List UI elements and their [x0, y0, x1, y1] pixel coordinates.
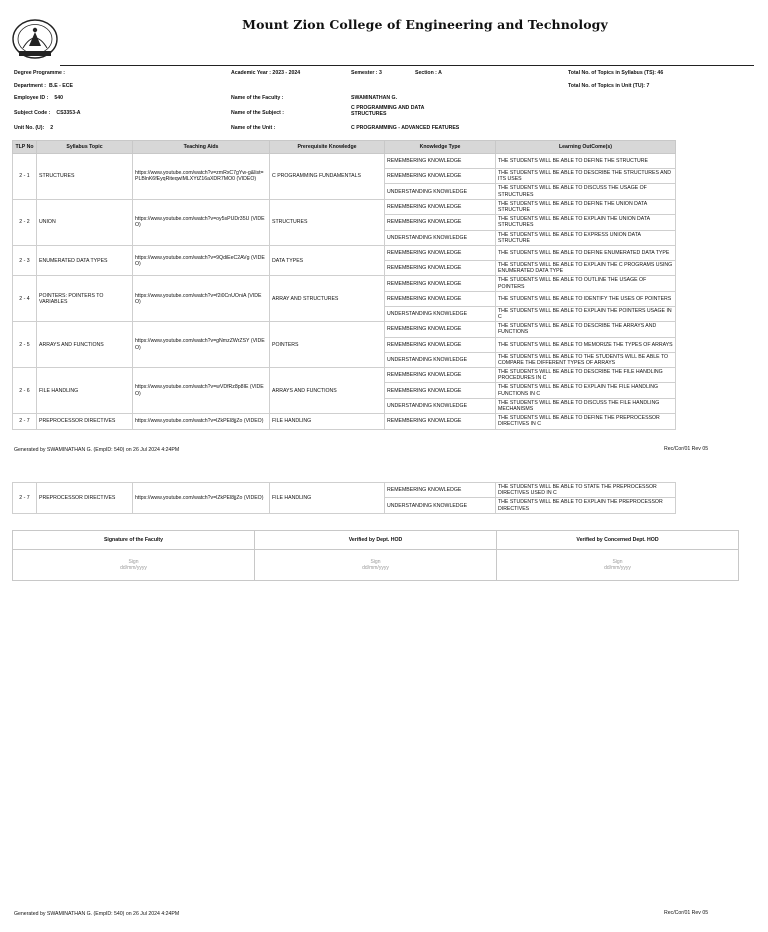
tlp-no-cell: 2 - 4	[13, 276, 37, 322]
faculty-label: Name of the Faculty :	[231, 95, 284, 101]
learning-outcome-cell: THE STUDENTS WILL BE ABLE TO OUTLINE THE USAGE OF POINTERS	[496, 276, 676, 291]
learning-outcome-cell: THE STUDENTS WILL BE ABLE TO DISCUSS THE USAGE OF STRUCTURES	[496, 184, 676, 199]
learning-outcome-cell: THE STUDENTS WILL BE ABLE TO DESCRIBE THE ARRAYS AND FUNCTIONS	[496, 322, 676, 337]
date-placeholder: dd/mm/yyyy	[362, 565, 389, 571]
unit-no-value: 2	[50, 125, 54, 131]
tlp-no-cell: 2 - 5	[13, 322, 37, 368]
signature-body	[13, 550, 254, 580]
table-row	[13, 483, 676, 498]
signature-concerned-hod	[496, 531, 738, 580]
knowledge-type-cell: UNDERSTANDING KNOWLEDGE	[385, 306, 496, 321]
unit-value: C PROGRAMMING - ADVANCED FEATURES	[351, 125, 460, 131]
signature-box	[12, 530, 739, 581]
header-syllabus-topic: Syllabus Topic	[37, 141, 133, 154]
continuation-table	[12, 482, 676, 514]
syllabus-topic-cell: FILE HANDLING	[37, 368, 133, 414]
teaching-aids-cell: https://www.youtube.com/watch?v=lZkPEl8jjZo (VIDEO)	[133, 483, 270, 514]
signature-body	[255, 550, 496, 580]
table-header-row	[13, 141, 676, 154]
header-tlp-no: TLP No	[13, 141, 37, 154]
header-prerequisite: Prerequisite Knowledge	[270, 141, 385, 154]
learning-outcome-cell: THE STUDENTS WILL BE ABLE TO DESCRIBE THE FILE HANDLING PROCEDURES IN C	[496, 368, 676, 383]
college-logo	[11, 18, 59, 60]
syllabus-topic-cell: ENUMERATED DATA TYPES	[37, 246, 133, 276]
prerequisite-cell: POINTERS	[270, 322, 385, 368]
knowledge-type-cell: UNDERSTANDING KNOWLEDGE	[385, 230, 496, 245]
learning-outcome-cell: THE STUDENTS WILL BE ABLE TO IDENTIFY THE USES OF POINTERS	[496, 291, 676, 306]
learning-outcome-cell: THE STUDENTS WILL BE ABLE TO DISCUSS THE FILE HANDLING MECHANISMS	[496, 398, 676, 413]
record-code-footer: Rec/Cor/01 Rev 05	[664, 446, 709, 452]
prerequisite-cell: FILE HANDLING	[270, 414, 385, 429]
knowledge-type-cell: REMEMBERING KNOWLEDGE	[385, 215, 496, 230]
record-code-footer-page2: Rec/Cor/01 Rev 05	[664, 910, 709, 916]
unit-no-label: Unit No. (U):	[14, 125, 45, 131]
signature-faculty	[13, 531, 254, 580]
subject-value: C PROGRAMMING AND DATA STRUCTURES	[351, 105, 425, 118]
table-row	[13, 414, 676, 429]
learning-outcome-cell: THE STUDENTS WILL BE ABLE TO EXPRESS UNION DATA STRUCTURE	[496, 230, 676, 245]
syllabus-topic-cell: PREPROCESSOR DIRECTIVES	[37, 414, 133, 429]
date-placeholder: dd/mm/yyyy	[120, 565, 147, 571]
knowledge-type-cell: REMEMBERING KNOWLEDGE	[385, 337, 496, 352]
signature-title: Verified by Concerned Dept. HOD	[497, 531, 738, 550]
syllabus-topic-cell: POINTERS: POINTERS TO VARIABLES	[37, 276, 133, 322]
learning-outcome-cell: THE STUDENTS WILL BE ABLE TO EXPLAIN THE POINTERS USAGE IN C	[496, 306, 676, 321]
learning-outcome-cell: THE STUDENTS WILL BE ABLE TO EXPLAIN THE FILE HANDLING FUNCTIONS IN C	[496, 383, 676, 398]
knowledge-type-cell: UNDERSTANDING KNOWLEDGE	[385, 498, 496, 513]
sign-placeholder: Sign	[370, 558, 381, 565]
signature-dept-hod	[254, 531, 496, 580]
tlp-no-cell: 2 - 3	[13, 246, 37, 276]
syllabus-topic-cell: PREPROCESSOR DIRECTIVES	[37, 483, 133, 514]
learning-outcome-cell: THE STUDENTS WILL BE ABLE TO THE STUDENTS WILL BE ABLE TO COMPARE THE DIFFERENT TYPES OF ARRAYS	[496, 352, 676, 367]
total-topics-syllabus: Total No. of Topics in Syllabus (TS): 46	[568, 70, 664, 76]
tlp-no-cell: 2 - 7	[13, 483, 37, 514]
employee-id-label: Employee ID :	[14, 95, 49, 101]
tlp-no-cell: 2 - 6	[13, 368, 37, 414]
degree-programme: Degree Programme :	[14, 70, 66, 76]
knowledge-type-cell: REMEMBERING KNOWLEDGE	[385, 322, 496, 337]
knowledge-type-cell: REMEMBERING KNOWLEDGE	[385, 261, 496, 276]
prerequisite-cell: FILE HANDLING	[270, 483, 385, 514]
syllabus-topic-cell: ARRAYS AND FUNCTIONS	[37, 322, 133, 368]
prerequisite-cell: ARRAY AND STRUCTURES	[270, 276, 385, 322]
subject-code-label: Subject Code :	[14, 110, 51, 116]
section: Section : A	[415, 70, 442, 76]
table-row	[13, 322, 676, 337]
teaching-aids-cell: https://www.youtube.com/watch?v=gNmzZWrZSY (VIDEO)	[133, 322, 270, 368]
syllabus-topic-cell: STRUCTURES	[37, 154, 133, 200]
teaching-aids-cell: https://www.youtube.com/watch?v=wVDfRz8p8IE (VIDEO)	[133, 368, 270, 414]
learning-outcome-cell: THE STUDENTS WILL BE ABLE TO DEFINE THE STRUCTURE	[496, 154, 676, 169]
header-knowledge-type: Knowledge Type	[385, 141, 496, 154]
sign-placeholder: Sign	[612, 558, 623, 565]
teaching-aids-cell: https://www.youtube.com/watch?v=9QdiEeC2AVg (VIDEO)	[133, 246, 270, 276]
knowledge-type-cell: UNDERSTANDING KNOWLEDGE	[385, 184, 496, 199]
unit-no	[14, 125, 53, 131]
generated-by-footer-page2: Generated by SWAMINATHAN G. (EmpID: 540) on 26 Jul 2024 4:24PM	[14, 911, 180, 917]
knowledge-type-cell: REMEMBERING KNOWLEDGE	[385, 169, 496, 184]
prerequisite-cell: C PROGRAMMING FUNDAMENTALS	[270, 154, 385, 200]
knowledge-type-cell: UNDERSTANDING KNOWLEDGE	[385, 398, 496, 413]
subject-code	[14, 110, 81, 116]
prerequisite-cell: DATA TYPES	[270, 246, 385, 276]
teaching-aids-cell: https://www.youtube.com/watch?v=oy5sPUDr35U (VIDEO)	[133, 199, 270, 245]
department-value: B.E - ECE	[49, 83, 73, 89]
learning-outcome-cell: THE STUDENTS WILL BE ABLE TO DEFINE THE UNION DATA STRUCTURE	[496, 199, 676, 214]
learning-outcome-cell: THE STUDENTS WILL BE ABLE TO EXPLAIN THE C PROGRAMS USING ENUMERATED DATA TYPE	[496, 261, 676, 276]
knowledge-type-cell: REMEMBERING KNOWLEDGE	[385, 154, 496, 169]
table-row	[13, 199, 676, 214]
title-rule	[60, 65, 754, 66]
teaching-aids-cell: https://www.youtube.com/watch?v=zmRxC7gYw-g&list=PLBlnK6fEyqRiteqwlMLXYtZ16aXDR7MO0 (VIDEO)	[133, 154, 270, 200]
teaching-aids-cell: https://www.youtube.com/watch?v=lZkPEl8jjZo (VIDEO)	[133, 414, 270, 429]
knowledge-type-cell: REMEMBERING KNOWLEDGE	[385, 368, 496, 383]
table-row	[13, 154, 676, 169]
total-topics-unit: Total No. of Topics in Unit (TU): 7	[568, 83, 650, 89]
learning-outcome-cell: THE STUDENTS WILL BE ABLE TO MEMORIZE THE TYPES OF ARRAYS	[496, 337, 676, 352]
knowledge-type-cell: UNDERSTANDING KNOWLEDGE	[385, 352, 496, 367]
knowledge-type-cell: REMEMBERING KNOWLEDGE	[385, 383, 496, 398]
learning-outcome-cell: THE STUDENTS WILL BE ABLE TO DEFINE THE PREPROCESSOR DIRECTIVES IN C	[496, 414, 676, 429]
knowledge-type-cell: REMEMBERING KNOWLEDGE	[385, 199, 496, 214]
teaching-aids-cell: https://www.youtube.com/watch?v=f2i0CnUOniA (VIDEO)	[133, 276, 270, 322]
signature-body	[497, 550, 738, 580]
table-row	[13, 368, 676, 383]
subject-code-value: CS3353-A	[56, 110, 81, 116]
prerequisite-cell: ARRAYS AND FUNCTIONS	[270, 368, 385, 414]
sign-placeholder: Sign	[128, 558, 139, 565]
employee-id-value: 540	[54, 95, 63, 101]
signature-title: Verified by Dept. HOD	[255, 531, 496, 550]
unit-label: Name of the Unit :	[231, 125, 276, 131]
tlp-no-cell: 2 - 7	[13, 414, 37, 429]
prerequisite-cell: STRUCTURES	[270, 199, 385, 245]
academic-year: Academic Year : 2023 - 2024	[231, 70, 301, 76]
learning-outcome-cell: THE STUDENTS WILL BE ABLE TO EXPLAIN THE PREPROCESSOR DIRECTIVES	[496, 498, 676, 513]
header-learning-outcome: Learning OutCome(s)	[496, 141, 676, 154]
tlp-no-cell: 2 - 1	[13, 154, 37, 200]
header-teaching-aids: Teaching Aids	[133, 141, 270, 154]
knowledge-type-cell: REMEMBERING KNOWLEDGE	[385, 414, 496, 429]
learning-outcome-cell: THE STUDENTS WILL BE ABLE TO EXPLAIN THE UNION DATA STRUCTURES	[496, 215, 676, 230]
department-label: Department :	[14, 83, 46, 89]
subject-label: Name of the Subject :	[231, 110, 285, 116]
topics-table	[12, 140, 676, 430]
learning-outcome-cell: THE STUDENTS WILL BE ABLE TO DESCRIBE THE STRUCTURES AND ITS USES	[496, 169, 676, 184]
faculty-value: SWAMINATHAN G.	[351, 95, 398, 101]
tlp-no-cell: 2 - 2	[13, 199, 37, 245]
employee-id	[14, 95, 63, 101]
college-title: Mount Zion College of Engineering and Technology	[242, 17, 608, 32]
knowledge-type-cell: REMEMBERING KNOWLEDGE	[385, 483, 496, 498]
table-row	[13, 276, 676, 291]
knowledge-type-cell: REMEMBERING KNOWLEDGE	[385, 246, 496, 261]
syllabus-topic-cell: UNION	[37, 199, 133, 245]
signature-title: Signature of the Faculty	[13, 531, 254, 550]
generated-by-footer: Generated by SWAMINATHAN G. (EmpID: 540) on 26 Jul 2024 4:24PM	[14, 447, 180, 453]
date-placeholder: dd/mm/yyyy	[604, 565, 631, 571]
table-row	[13, 246, 676, 261]
knowledge-type-cell: REMEMBERING KNOWLEDGE	[385, 276, 496, 291]
learning-outcome-cell: THE STUDENTS WILL BE ABLE TO DEFINE ENUMERATED DATA TYPE	[496, 246, 676, 261]
knowledge-type-cell: REMEMBERING KNOWLEDGE	[385, 291, 496, 306]
department	[14, 83, 73, 89]
semester: Semester : 3	[351, 70, 382, 76]
learning-outcome-cell: THE STUDENTS WILL BE ABLE TO STATE THE PREPROCESSOR DIRECTIVES USED IN C	[496, 483, 676, 498]
